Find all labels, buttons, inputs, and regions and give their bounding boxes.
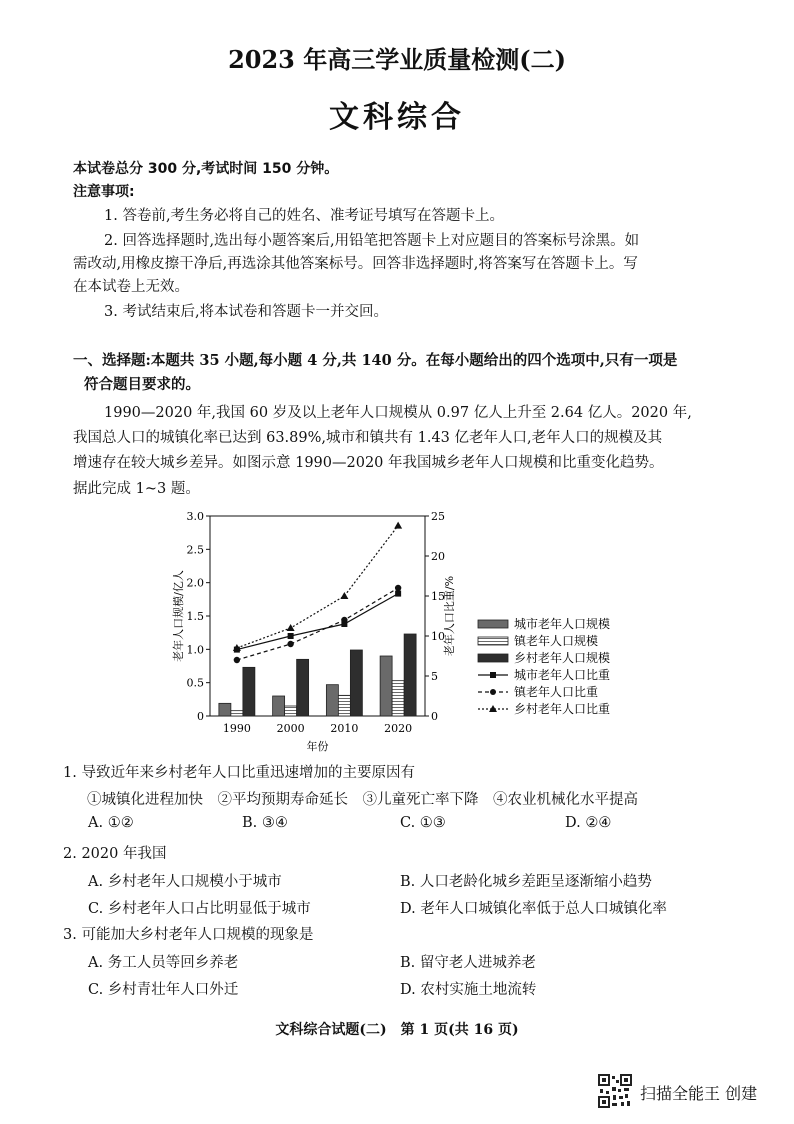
legend-swatch-bar — [478, 637, 508, 645]
left-axis-label: 老年人口规模/亿人 — [172, 570, 185, 662]
question-1-option-b: B. ③④ — [242, 815, 288, 831]
line-point-circle — [287, 641, 293, 647]
left-axis-tick-label: 0 — [197, 710, 204, 723]
left-axis-tick-label: 2.5 — [186, 543, 204, 557]
x-axis-tick-label: 1990 — [222, 722, 251, 735]
left-axis-tick-label: 1.5 — [186, 610, 204, 623]
notice-item-2-line-2: 需改动,用橡皮擦干净后,再选涂其他答案标号。回答非选择题时,将答案写在答题卡上。写 — [73, 256, 638, 272]
bar-1 — [285, 706, 297, 716]
question-3-stem: 3. 可能加大乡村老年人口规模的现象是 — [63, 927, 314, 943]
page-footer: 文科综合试题(二) 第 1 页(共 16 页) — [275, 1022, 519, 1038]
question-2-option-a: A. 乡村老年人口规模小于城市 — [88, 874, 282, 890]
left-axis-tick-label: 3.0 — [186, 510, 204, 523]
passage-line-4: 据此完成 1~3 题。 — [73, 481, 200, 497]
line-point-circle — [341, 617, 347, 623]
bar-0 — [326, 685, 338, 716]
legend-label: 城市老年人口比重 — [514, 668, 611, 682]
question-2-stem: 2. 2020 年我国 — [63, 846, 167, 862]
legend-marker — [490, 689, 496, 695]
legend-label: 城市老年人口规模 — [514, 617, 611, 631]
subject-title: 文科综合 — [329, 100, 465, 135]
notice-item-1: 1. 答卷前,考生务必将自己的姓名、准考证号填写在答题卡上。 — [104, 208, 505, 224]
line-point-circle — [395, 585, 401, 591]
bar-1 — [338, 695, 350, 716]
exam-title: 2023 年高三学业质量检测(二) — [228, 45, 566, 74]
right-axis-tick-label: 5 — [431, 670, 438, 683]
legend-label: 镇老年人口规模 — [514, 634, 599, 648]
bar-2 — [243, 667, 255, 716]
right-axis-tick-label: 0 — [431, 710, 438, 723]
right-axis-tick-label: 10 — [431, 630, 445, 643]
line-point-square — [288, 633, 294, 639]
question-3-option-c: C. 乡村青壮年人口外迁 — [88, 982, 239, 998]
question-1-items: ①城镇化进程加快 ②平均预期寿命延长 ③儿童死亡率下降 ④农业机械化水平提高 — [87, 792, 638, 808]
passage-line-1: 1990—2020 年,我国 60 岁及以上老年人口规模从 0.97 亿人上升至 2.64 亿人。2020 年, — [104, 405, 692, 421]
line-point-square — [395, 591, 401, 597]
right-axis-tick-label: 20 — [431, 550, 445, 563]
line-point-triangle — [340, 592, 348, 599]
line-point-triangle — [287, 624, 295, 631]
passage-line-3: 增速存在较大城乡差异。如图示意 1990—2020 年我国城乡老年人口规模和比重变化趋势。 — [73, 455, 664, 471]
qr-code-icon — [598, 1074, 632, 1108]
bar-0 — [273, 696, 285, 716]
x-axis-tick-label: 2000 — [276, 722, 305, 735]
question-2-option-b: B. 人口老龄化城乡差距呈逐渐缩小趋势 — [400, 874, 652, 890]
notice-heading: 注意事项: — [73, 184, 135, 200]
question-1-option-d: D. ②④ — [565, 815, 612, 831]
question-1-option-c: C. ①③ — [400, 815, 446, 831]
scanner-watermark-text: 扫描全能王 创建 — [640, 1084, 758, 1103]
bar-0 — [219, 703, 231, 716]
notice-item-2-line-1: 2. 回答选择题时,选出每小题答案后,用铅笔把答题卡上对应题目的答案标号涂黑。如 — [104, 233, 640, 249]
question-1-stem: 1. 导致近年来乡村老年人口比重迅速增加的主要原因有 — [63, 765, 415, 781]
legend-label: 乡村老年人口规模 — [514, 651, 611, 665]
line-point-triangle — [394, 522, 402, 529]
bar-2 — [297, 659, 309, 716]
bar-2 — [350, 650, 362, 716]
legend-marker — [490, 672, 496, 678]
x-axis-tick-label: 2020 — [384, 722, 413, 735]
line-point-circle — [234, 657, 240, 663]
left-axis-tick-label: 0.5 — [186, 676, 204, 690]
bar-0 — [380, 656, 392, 716]
left-axis-tick-label: 1.0 — [186, 643, 204, 657]
section-heading-line-2: 符合题目要求的。 — [84, 376, 200, 393]
legend-swatch-bar — [478, 620, 508, 628]
notice-item-2-line-3: 在本试卷上无效。 — [73, 279, 189, 295]
question-3-option-a: A. 务工人员等回乡养老 — [88, 955, 239, 971]
right-axis-label: 老年人口比重/% — [443, 575, 456, 657]
question-1-option-a: A. ①② — [88, 815, 134, 831]
legend-swatch-bar — [478, 654, 508, 662]
exam-total-note: 本试卷总分 300 分,考试时间 150 分钟。 — [73, 161, 339, 177]
x-axis-label: 年份 — [306, 740, 329, 753]
passage-line-2: 我国总人口的城镇化率已达到 63.89%,城市和镇共有 1.43 亿老年人口,老年人口的规模及其 — [73, 430, 663, 446]
question-2-option-c: C. 乡村老年人口占比明显低于城市 — [88, 901, 311, 917]
question-3-option-b: B. 留守老人进城养老 — [400, 955, 536, 971]
right-axis-tick-label: 25 — [431, 510, 445, 523]
legend-label: 乡村老年人口比重 — [514, 702, 611, 716]
question-2-option-d: D. 老年人口城镇化率低于总人口城镇化率 — [400, 901, 667, 917]
bar-1 — [231, 711, 243, 716]
bar-1 — [392, 681, 404, 716]
legend-label: 镇老年人口比重 — [514, 685, 599, 699]
left-axis-tick-label: 2.0 — [186, 576, 204, 590]
x-axis-tick-label: 2010 — [330, 722, 359, 735]
line-series-1 — [237, 588, 398, 660]
section-heading-line-1: 一、选择题:本题共 35 小题,每小题 4 分,共 140 分。在每小题给出的四个选项中,只有一项是 — [73, 352, 678, 369]
right-axis-tick-label: 15 — [431, 590, 445, 603]
notice-item-3: 3. 考试结束后,将本试卷和答题卡一并交回。 — [104, 304, 389, 320]
bar-2 — [404, 634, 416, 716]
question-3-option-d: D. 农村实施土地流转 — [400, 982, 537, 998]
elderly-population-chart — [160, 500, 630, 760]
